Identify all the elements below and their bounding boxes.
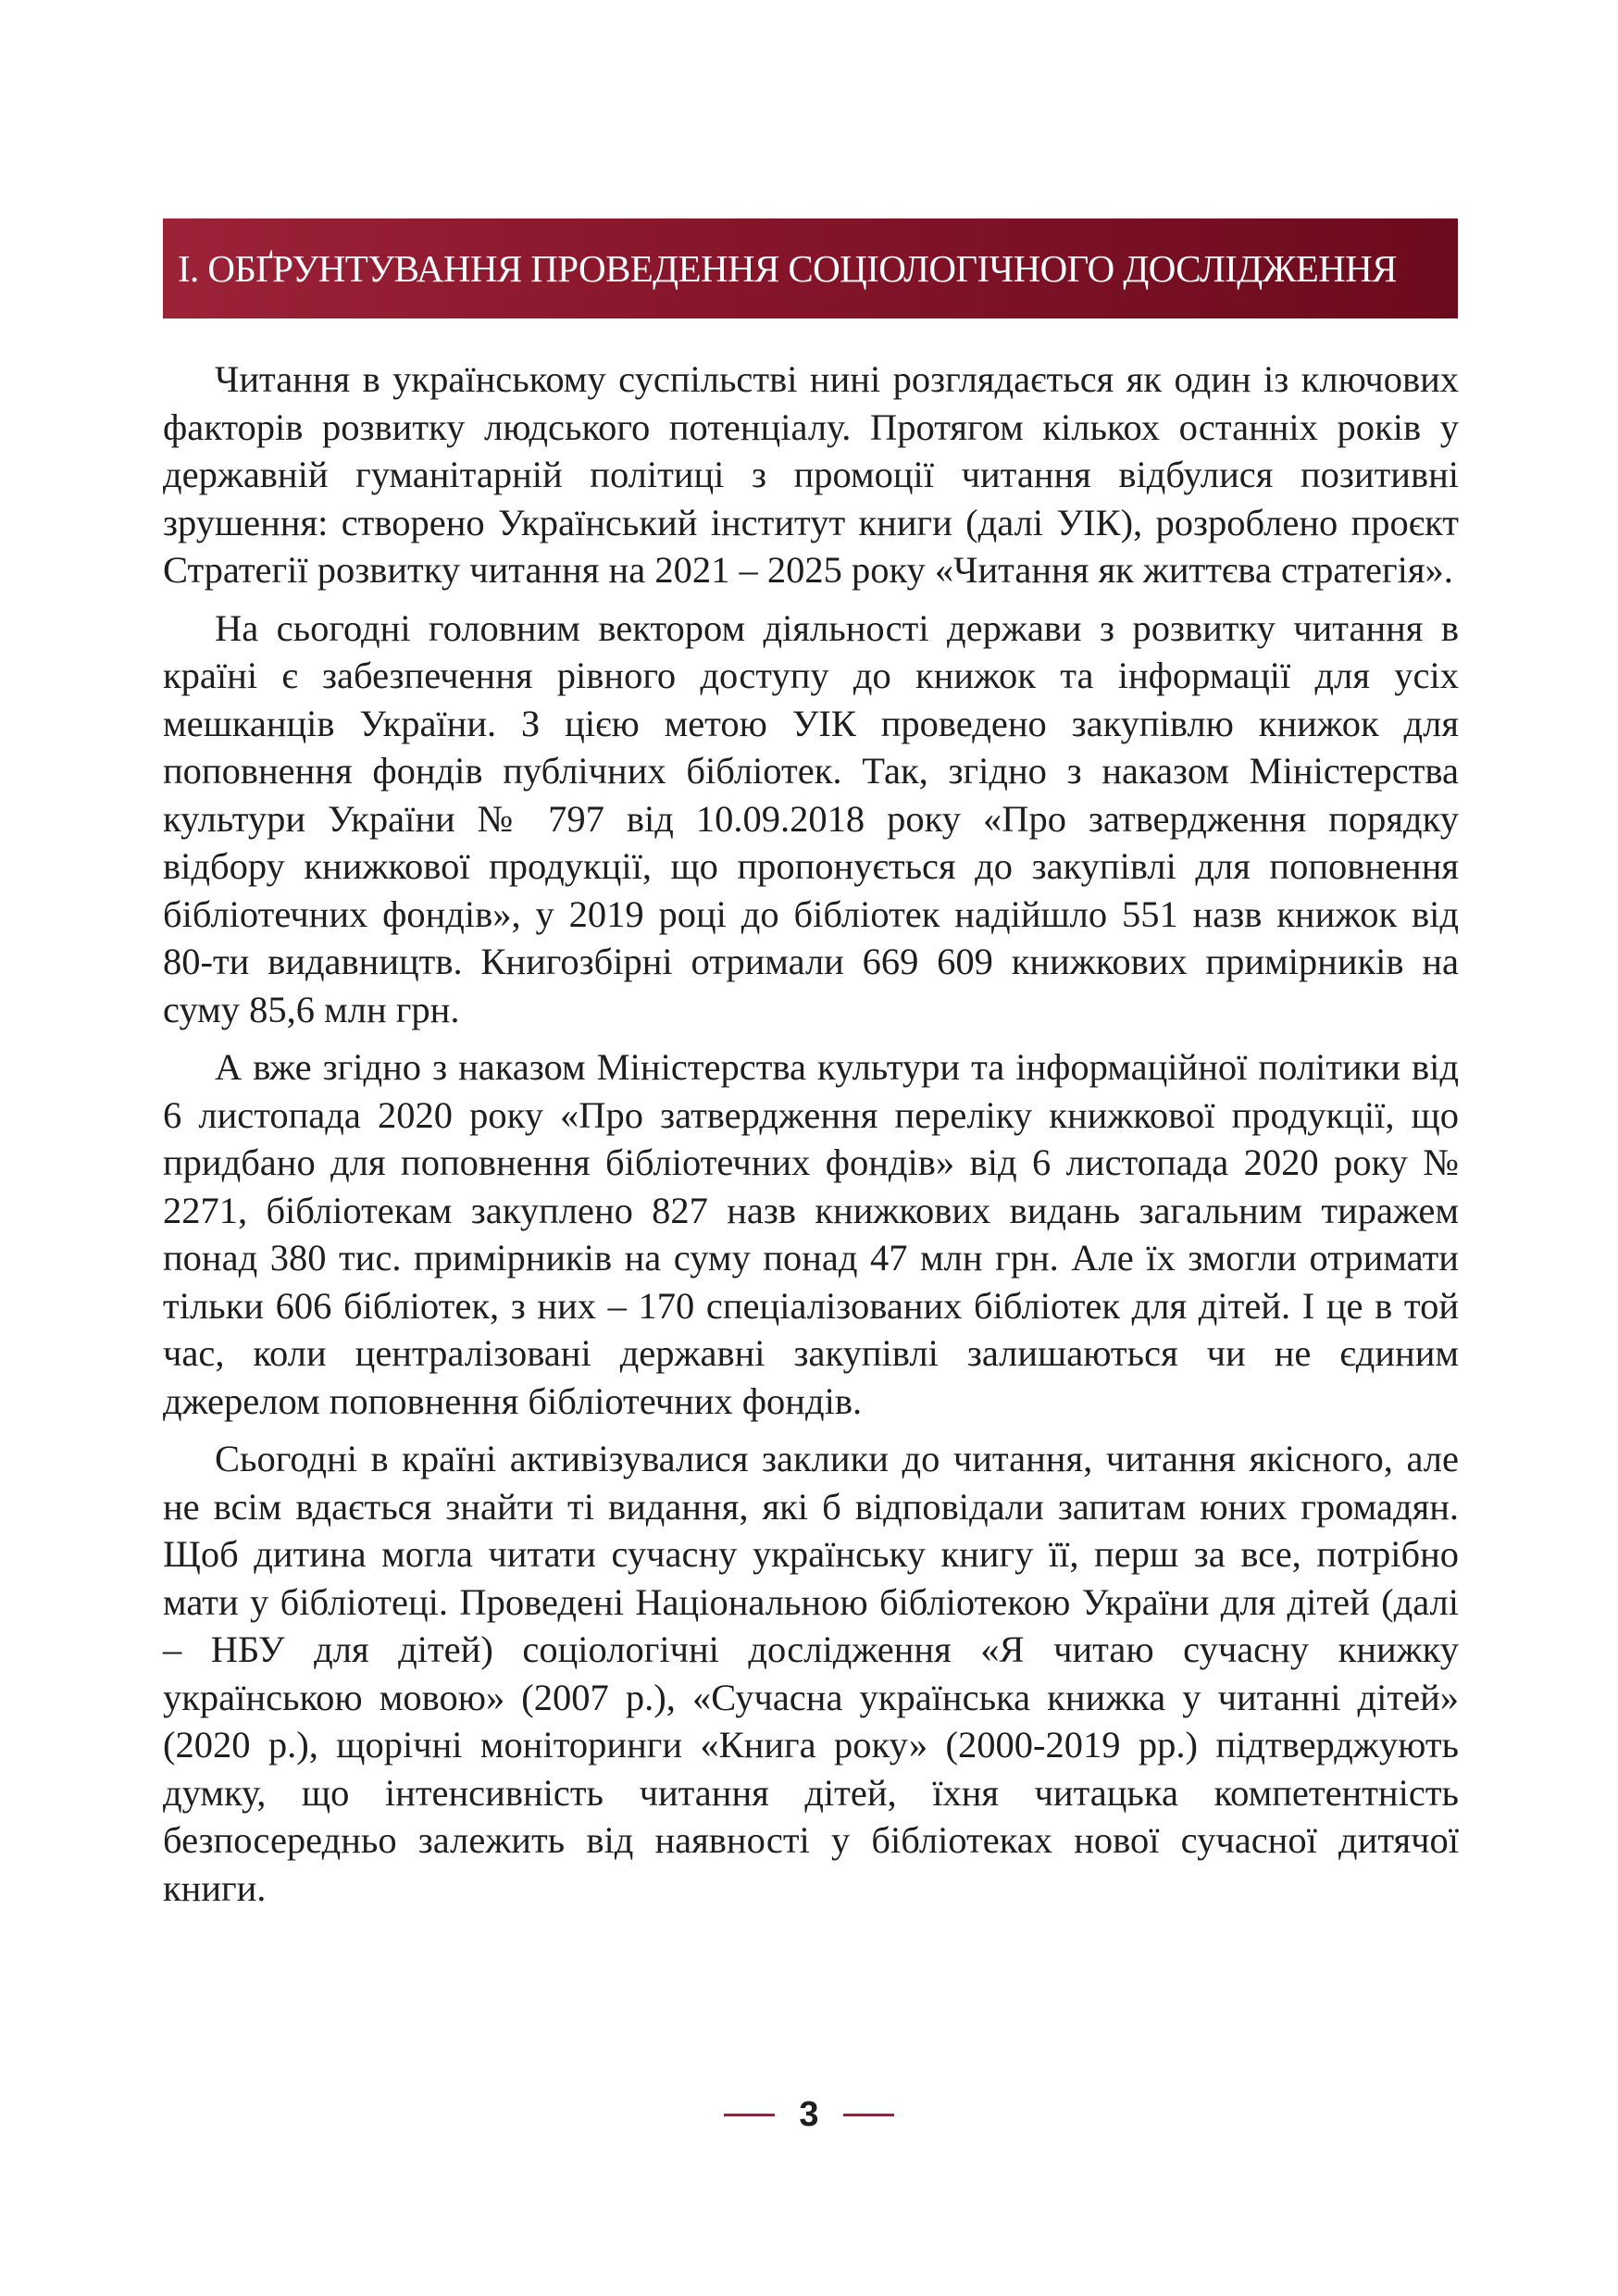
paragraph: А вже згідно з наказом Міністерства культури та інформаційної політики від 6 листопада 2020 року «Про затвердження переліку книжкової продукції, що придбано для поповнення бібліотечних фондів» від 6 листопада 2020 року № 2271, бібліотекам закуплено 827 назв книжкових видань загальним тиражем понад 380 тис. примірників на суму понад 47 млн грн. Але їх змогли отримати тільки 606 бібліотек, з них – 170 спеціалізованих бібліотек для дітей. І це в той час, коли централізовані державні закупівлі залишаються чи не єдиним джерелом поповнення бібліотечних фондів. xyxy=(163,1046,1459,1422)
section-header-banner xyxy=(163,218,1458,318)
paragraph: Читання в українському суспільстві нині розглядається як один із ключових факторів розвитку людського потенціалу. Протягом кількох останніх років у державній гуманітарній політиці з промоції читання відбулися позитивні зрушення: створено Український інститут книги (далі УІК), розроблено проєкт Стратегії розвитку читання на 2021 – 2025 року «Читання як життєва стратегія». xyxy=(163,358,1459,591)
paragraph: Сьогодні в країні активізувалися заклики до читання, читання якісного, але не всім вдається знайти ті видання, які б відповідали запитам юних громадян. Щоб дитина могла читати сучасну українську книгу її, перш за все, потрібно мати у бібліотеці. Проведені Національною бібліотекою України для дітей (далі – НБУ для дітей) соціологічні дослідження «Я читаю сучасну книжку українською мовою» (2007 р.), «Сучасна українська книжка у читанні дітей» (2020 р.), щорічні моніторинги «Книга року» (2000-2019 рр.) підтверджують думку, що інтенсивність читання дітей, їхня читацька компетентність безпосередньо залежить від наявності у бібліотеках нової сучасної дитячої книги. xyxy=(163,1438,1459,1909)
paragraph: На сьогодні головним вектором діяльності держави з розвитку читання в країні є забезпечення рівного доступу до книжок та інформації для усіх мешканців України. З цією метою УІК проведено закупівлю книжок для поповнення фондів публічних бібліотек. Так, згідно з наказом Міністерства культури України № 797 від 10.09.2018 року «Про затвердження порядку відбору книжкової продукції, що пропонується до закупівлі для поповнення бібліотечних фондів», у 2019 році до бібліотек надійшло 551 назв книжок від 80-ти видавництв. Книгозбірні отримали 669 609 книжкових примірників на суму 85,6 млн грн. xyxy=(163,606,1459,1030)
page-footer xyxy=(0,2094,1618,2135)
body-text xyxy=(163,356,1459,1912)
footer-rule-left xyxy=(724,2114,775,2116)
footer-rule-right xyxy=(843,2114,894,2116)
section-title: I. ОБҐРУНТУВАННЯ ПРОВЕДЕННЯ СОЦІОЛОГІЧНОГО ДОСЛІДЖЕННЯ xyxy=(178,246,1397,290)
page-number: 3 xyxy=(799,2095,819,2134)
